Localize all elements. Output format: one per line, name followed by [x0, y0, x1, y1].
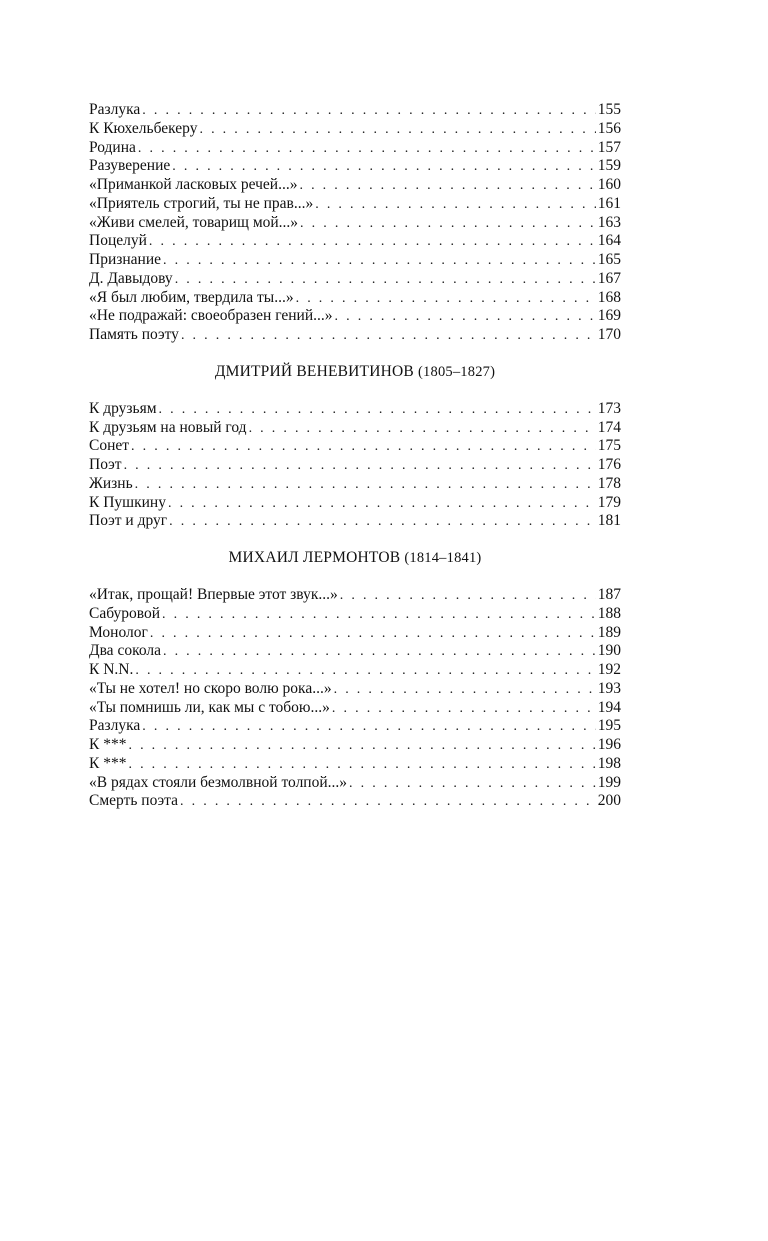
entry-title: Сабуровой	[89, 604, 161, 622]
dot-leader	[138, 140, 596, 159]
entry-title: Смерть поэта	[89, 792, 179, 810]
entry-title: «Я был любим, твердила ты...»	[89, 288, 294, 306]
toc-entry	[89, 157, 621, 176]
entry-page-number: 181	[597, 512, 621, 530]
entry-page-number: 189	[597, 623, 621, 641]
entry-page-number: 156	[597, 119, 621, 137]
entry-page-number: 165	[597, 251, 621, 268]
toc-entry	[89, 494, 621, 513]
dot-leader	[149, 233, 596, 252]
toc-entry	[89, 419, 621, 438]
section-heading-lermontov	[89, 549, 621, 567]
entry-page-number: 168	[597, 288, 621, 306]
toc-entry	[89, 475, 621, 494]
entry-title: Разлука	[89, 717, 141, 735]
toc-entry	[89, 680, 621, 699]
dot-leader	[135, 476, 596, 495]
entry-page-number: 199	[597, 773, 621, 791]
dot-leader	[135, 662, 595, 681]
entry-title: К Пушкину	[89, 493, 166, 511]
author-name: МИХАИЛ ЛЕРМОНТОВ	[228, 549, 401, 566]
toc-entry	[89, 586, 621, 605]
toc-entry	[89, 661, 621, 680]
entry-title: Поэт	[89, 456, 122, 473]
entry-page-number: 175	[597, 437, 621, 455]
entry-title: «Приятель строгий, ты не прав...»	[89, 194, 314, 212]
entry-page-number: 170	[597, 326, 621, 343]
dot-leader	[128, 737, 595, 756]
entry-title: Поэт и друг	[89, 512, 168, 530]
toc-entry	[89, 774, 621, 793]
author-years: (1814–1841)	[404, 550, 482, 566]
toc-entry	[89, 642, 621, 661]
entry-title: Два сокола	[89, 642, 161, 660]
entry-page-number: 173	[597, 399, 621, 417]
toc-entry	[89, 289, 621, 308]
dot-leader	[162, 606, 596, 625]
toc-entry	[89, 456, 621, 475]
dot-leader	[199, 121, 595, 140]
dot-leader	[180, 793, 596, 812]
dot-leader	[159, 401, 596, 420]
toc-entry	[89, 717, 621, 736]
toc-entry	[89, 232, 621, 251]
entry-title: «В рядах стояли безмолвной толпой...»	[89, 773, 348, 791]
entry-page-number: 157	[597, 138, 621, 156]
entry-page-number: 179	[597, 493, 621, 511]
entry-title: К друзьям	[89, 399, 157, 417]
entry-page-number: 160	[597, 176, 621, 193]
toc-entry	[89, 195, 621, 214]
entry-title: Разуверение	[89, 157, 171, 175]
entry-title: «Ты помнишь ли, как мы с тобою...»	[89, 698, 330, 716]
dot-leader	[296, 290, 596, 309]
entry-title: «Не подражай: своеобразен гений...»	[89, 307, 333, 325]
entry-title: Поцелуй	[89, 232, 147, 250]
table-of-contents	[89, 101, 621, 811]
dot-leader	[175, 271, 596, 290]
toc-entry	[89, 251, 621, 270]
dot-leader	[332, 700, 596, 719]
entry-title: Признание	[89, 251, 162, 268]
author-years: (1805–1827)	[418, 363, 496, 380]
entry-title: «Живи смелей, товарищ мой...»	[89, 213, 299, 231]
toc-entry	[89, 736, 621, 755]
dot-leader	[340, 587, 596, 606]
toc-entry	[89, 270, 621, 289]
section-heading-venevitinov	[89, 363, 621, 381]
entry-page-number: 161	[597, 194, 621, 212]
entry-page-number: 192	[597, 661, 621, 678]
toc-entry	[89, 755, 621, 774]
dot-leader	[249, 420, 596, 439]
dot-leader	[168, 495, 596, 514]
dot-leader	[128, 756, 595, 775]
toc-entry	[89, 120, 621, 139]
entry-page-number: 169	[597, 307, 621, 325]
toc-list-part1	[89, 101, 621, 345]
entry-page-number: 159	[597, 157, 621, 175]
dot-leader	[150, 625, 596, 644]
dot-leader	[181, 327, 596, 346]
entry-title: «Приманкой ласковых речей...»	[89, 176, 298, 193]
toc-entry	[89, 699, 621, 718]
toc-entry	[89, 214, 621, 233]
toc-entry	[89, 605, 621, 624]
toc-entry	[89, 307, 621, 326]
entry-page-number: 190	[597, 642, 621, 660]
dot-leader	[299, 177, 595, 196]
entry-title: Сонет	[89, 437, 130, 455]
entry-page-number: 200	[597, 792, 621, 810]
toc-entry	[89, 792, 621, 811]
entry-page-number: 194	[597, 698, 621, 716]
entry-page-number: 187	[597, 586, 621, 603]
dot-leader	[315, 196, 596, 215]
dot-leader	[349, 775, 596, 794]
entry-title: Память поэту	[89, 326, 179, 343]
entry-title: «Итак, прощай! Впервые этот звук...»	[89, 586, 338, 603]
entry-title: К ***	[89, 754, 127, 772]
dot-leader	[142, 718, 595, 737]
toc-entry	[89, 437, 621, 456]
entry-title: Родина	[89, 138, 136, 156]
entry-page-number: 176	[597, 456, 621, 473]
toc-list-lermontov	[89, 586, 621, 811]
entry-title: Монолог	[89, 623, 148, 641]
entry-title: Д. Давыдову	[89, 269, 173, 287]
dot-leader	[334, 681, 596, 700]
dot-leader	[142, 102, 595, 121]
entry-page-number: 198	[597, 754, 621, 772]
dot-leader	[131, 438, 596, 457]
toc-entry	[89, 512, 621, 531]
entry-page-number: 167	[597, 269, 621, 287]
entry-page-number: 164	[597, 232, 621, 250]
dot-leader	[163, 643, 596, 662]
entry-page-number: 163	[597, 213, 621, 231]
entry-page-number: 174	[597, 418, 621, 436]
entry-title: К ***	[89, 736, 127, 753]
toc-list-venevitinov	[89, 400, 621, 531]
toc-entry	[89, 400, 621, 419]
dot-leader	[172, 158, 595, 177]
entry-title: Жизнь	[89, 474, 133, 492]
dot-leader	[163, 252, 596, 271]
toc-entry	[89, 326, 621, 345]
dot-leader	[124, 457, 596, 476]
toc-entry	[89, 176, 621, 195]
entry-title: К друзьям на новый год	[89, 418, 247, 436]
entry-title: К N.N.	[89, 661, 134, 678]
dot-leader	[335, 308, 596, 327]
entry-title: К Кюхельбекеру	[89, 119, 198, 137]
entry-page-number: 155	[597, 101, 621, 118]
entry-page-number: 178	[597, 474, 621, 492]
author-name: ДМИТРИЙ ВЕНЕВИТИНОВ	[214, 362, 414, 380]
dot-leader	[300, 215, 596, 234]
toc-entry	[89, 139, 621, 158]
entry-page-number: 195	[597, 717, 621, 735]
entry-page-number: 193	[597, 679, 621, 697]
toc-entry	[89, 624, 621, 643]
entry-page-number: 188	[597, 604, 621, 622]
entry-title: Разлука	[89, 101, 141, 118]
dot-leader	[169, 513, 596, 532]
entry-page-number: 196	[597, 736, 621, 753]
toc-entry	[89, 101, 621, 120]
entry-title: «Ты не хотел! но скоро волю рока...»	[89, 679, 332, 697]
